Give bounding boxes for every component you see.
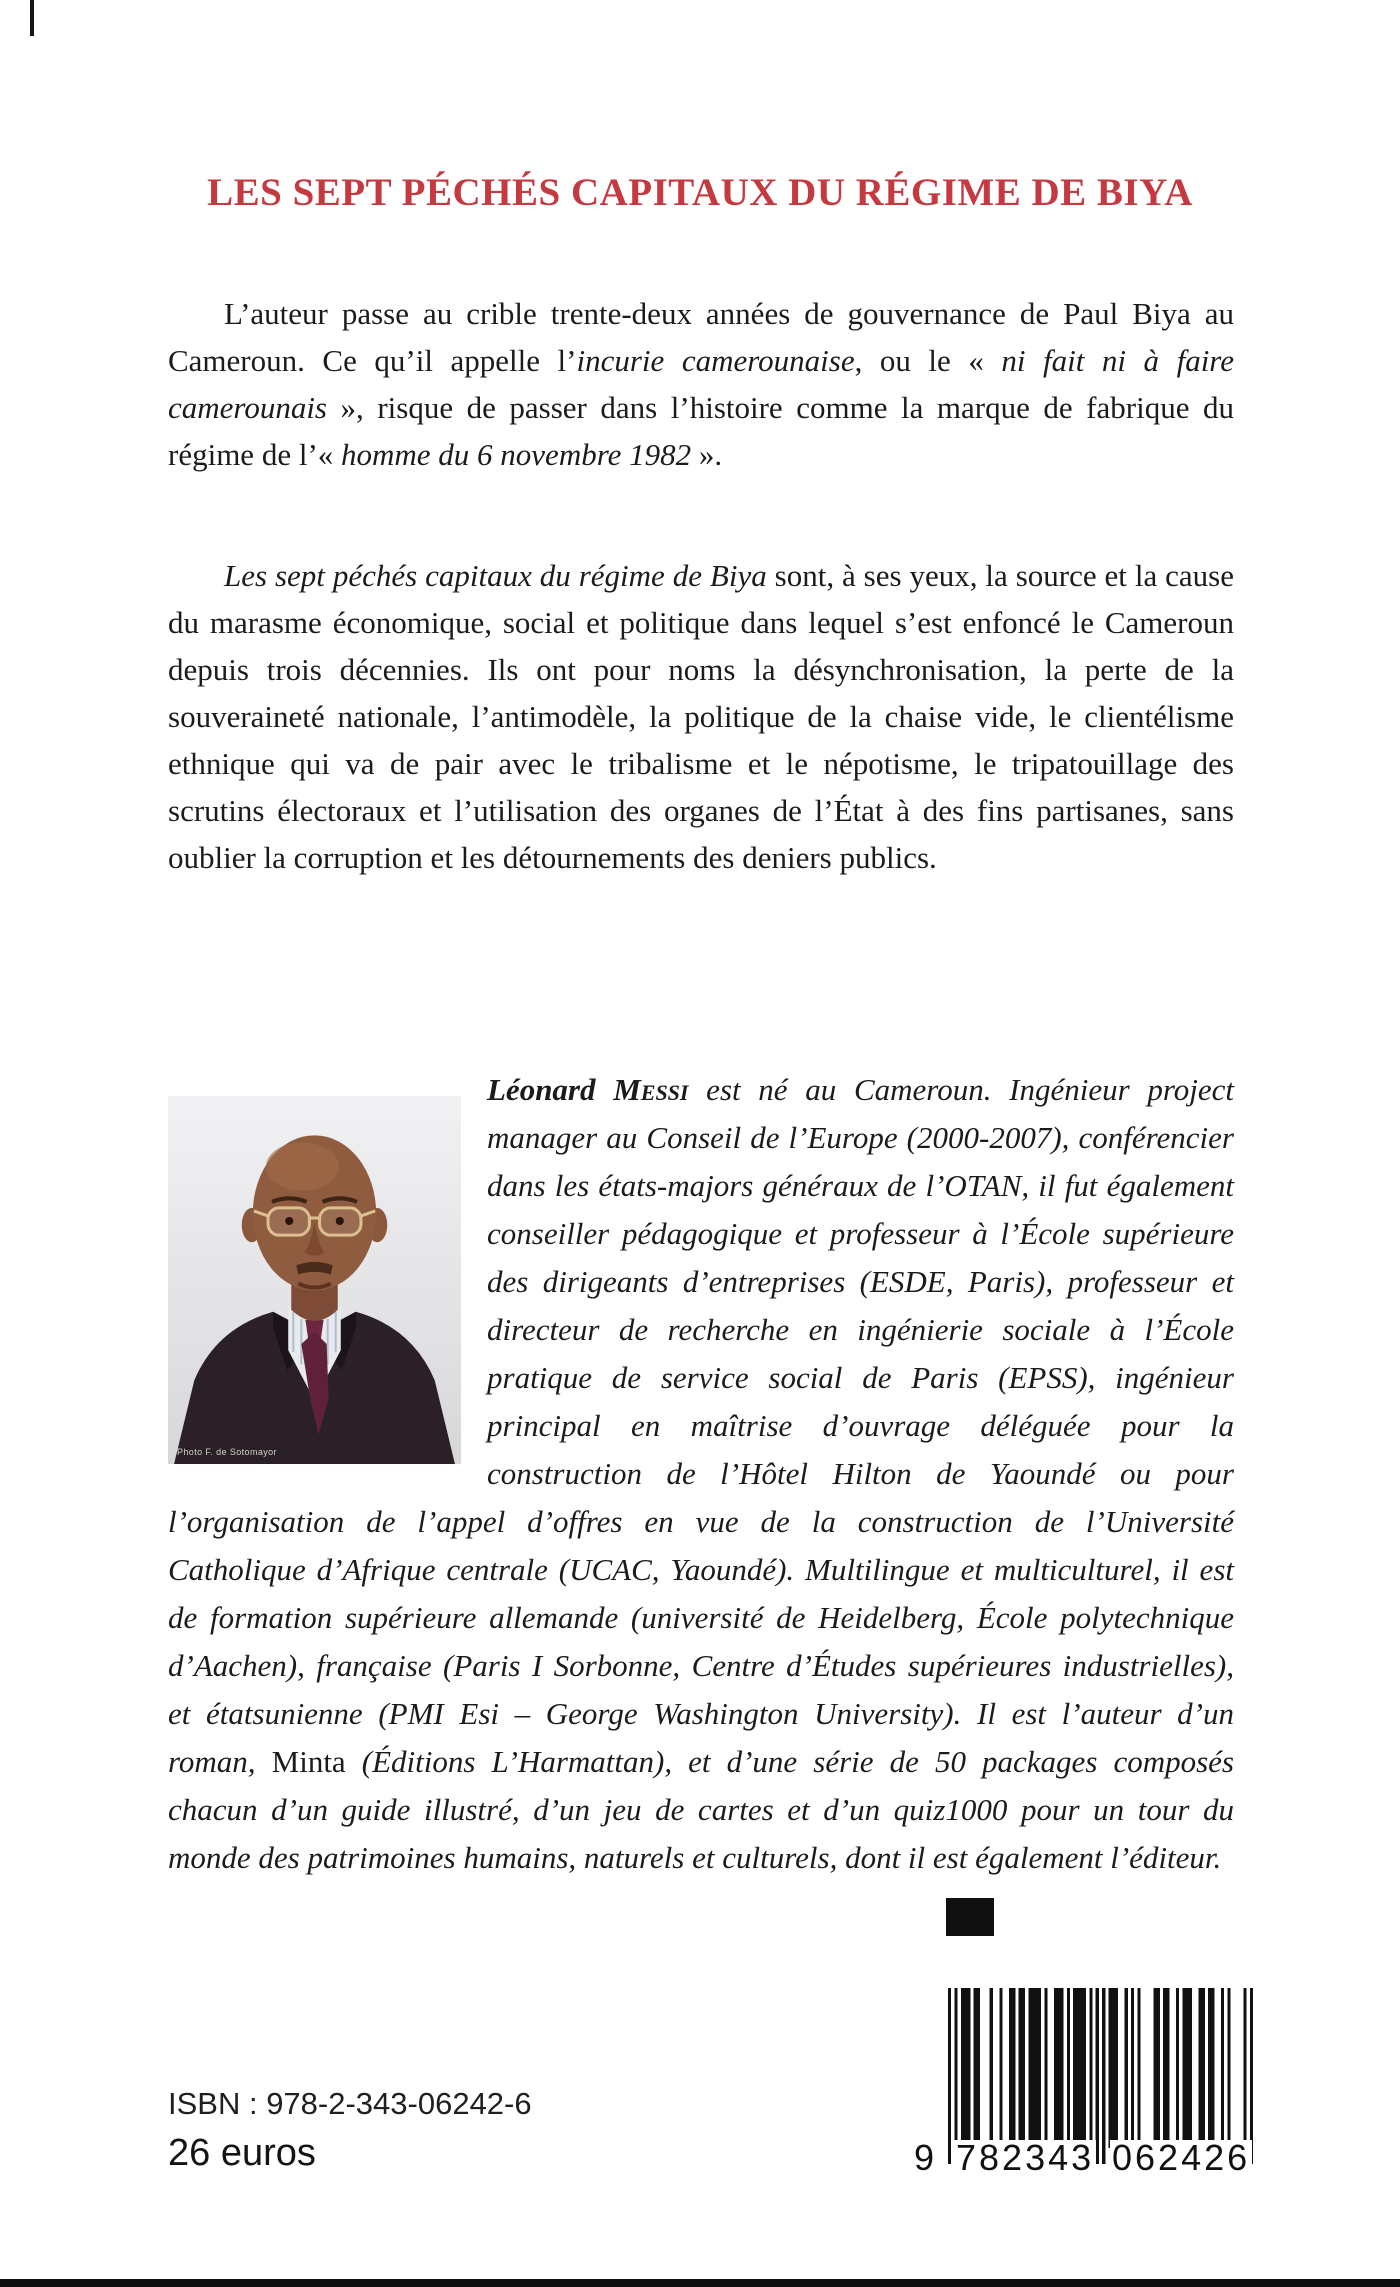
book-title: LES SEPT PÉCHÉS CAPITAUX DU RÉGIME DE BIYA (207, 171, 1193, 214)
price-text: 26 euros (168, 2132, 316, 2174)
barcode-first-digit: 9 (914, 2137, 935, 2178)
synopsis-paragraph-1: L’auteur passe au crible trente-deux années de gouvernance de Paul Biya au Cameroun. Ce qu’il appelle l’incurie camerounaise, ou le « ni fait ni à faire camerounais », risque de passer dans l’histoire comme la marque de fabrique du régime de l’« homme du 6 novembre 1982 ». (168, 296, 1234, 472)
crop-mark (30, 0, 34, 36)
printer-mark (946, 1898, 994, 1936)
isbn-text: ISBN : 978-2-343-06242-6 (168, 2086, 532, 2121)
photo-credit: Photo F. de Sotomayor (177, 1447, 277, 1457)
barcode-right-group: 062426 (1112, 2137, 1251, 2178)
bottom-rule (0, 2279, 1400, 2287)
ean13-barcode (914, 1988, 1253, 2188)
author-bio-text: Léonard Messi est né au Cameroun. Ingénieur project manager au Conseil de l’Europe (2000-2007), conférencier dans les états-majors généraux de l’OTAN, il fut également conseiller pédagogique et professeur à l’École supérieure des dirigeants d’entreprises (ESDE, Paris), professeur et directeur de recherche en ingénierie sociale à l’École pratique de service social de Paris (EPSS), ingénieur principal en maîtrise d’ouvrage déléguée pour la construction de l’Hôtel Hilton de Yaoundé ou pour l’organisation de l’appel d’offres en vue de la construction de l’Université Catholique d’Afrique centrale (UCAC, Yaoundé). Multilingue et multiculturel, il est de formation supérieure allemande (université de Heidelberg, École polytechnique d’Aachen), française (Paris I Sorbonne, Centre d’Études supérieures industrielles), et étatsunienne (PMI Esi – George Washington University). Il est l’auteur d’un roman, Minta (Éditions L’Harmattan), et d’une série de 50 packages composés chacun d’un guide illustré, d’un jeu de cartes et d’un quiz1000 pour un tour du monde des patrimoines humains, naturels et culturels, dont il est également l’éditeur. (168, 1072, 1235, 1875)
synopsis-paragraph-2: Les sept péchés capitaux du régime de Biya sont, à ses yeux, la source et la cause du marasme économique, social et politique dans lequel s’est enfoncé le Cameroun depuis trois décennies. Ils ont pour noms la désynchronisation, la perte de la souveraineté nationale, l’antimodèle, la politique de la chaise vide, le clientélisme ethnique qui va de pair avec le tribalisme et le népotisme, le tripatouillage des scrutins électoraux et l’utilisation des organes de l’État à des fins partisanes, sans oublier la corruption et les détournements des deniers publics. (168, 558, 1234, 875)
author-portrait-illustration (168, 1096, 461, 1464)
author-photo (168, 1096, 461, 1464)
author-bio-section (168, 1066, 1234, 1882)
barcode-left-group: 782343 (956, 2137, 1095, 2178)
